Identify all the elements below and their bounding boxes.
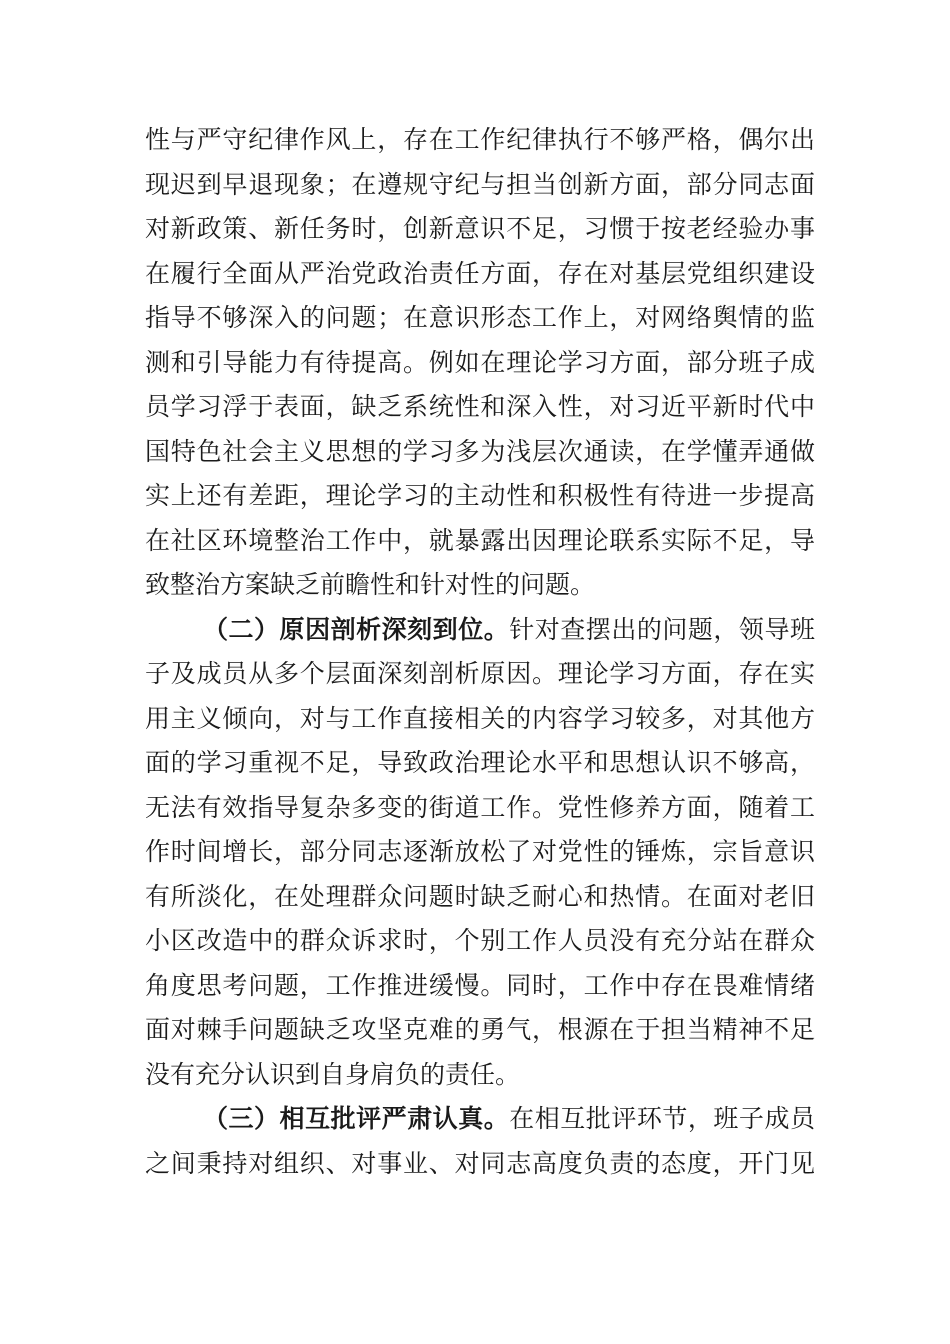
text-line: 员学习浮于表面，缺乏系统性和深入性，对习近平新时代中	[145, 392, 815, 421]
text-line: 之间秉持对组织、对事业、对同志高度负责的态度，开门见	[145, 1148, 815, 1178]
text-line: 面的学习重视不足，导致政治理论水平和思想认识不够高，	[145, 748, 815, 777]
document-body	[145, 118, 815, 1186]
text-line: 有所淡化，在处理群众问题时缺乏耐心和热情。在面对老旧	[145, 881, 815, 911]
section-heading: （三）相互批评严肃认真。	[203, 1104, 510, 1133]
text-line: 面对棘手问题缺乏攻坚克难的勇气，根源在于担当精神不足	[145, 1015, 815, 1044]
text-line: 现迟到早退现象；在遵规守纪与担当创新方面，部分同志面	[145, 169, 815, 199]
paragraph-1	[145, 118, 815, 608]
text-line: 小区改造中的群众诉求时，个别工作人员没有充分站在群众	[145, 926, 815, 955]
text-line: 在履行全面从严治党政治责任方面，存在对基层党组织建设	[145, 258, 815, 288]
text-run: 针对查摆出的问题，领导班	[509, 614, 815, 644]
text-line: 用主义倾向，对与工作直接相关的内容学习较多，对其他方	[145, 703, 815, 733]
text-line: 指导不够深入的问题；在意识形态工作上，对网络舆情的监	[145, 303, 815, 332]
text-line: 测和引导能力有待提高。例如在理论学习方面，部分班子成	[145, 347, 815, 377]
text-line: 无法有效指导复杂多变的街道工作。党性修养方面，随着工	[145, 792, 815, 822]
paragraph-first-line	[145, 1097, 815, 1142]
text-line: 性与严守纪律作风上，存在工作纪律执行不够严格，偶尔出	[145, 125, 815, 154]
paragraph-3	[145, 1097, 815, 1186]
text-line: 致整治方案缺乏前瞻性和针对性的问题。	[145, 570, 596, 599]
paragraph-2	[145, 608, 815, 1098]
text-line: 子及成员从多个层面深刻剖析原因。理论学习方面，存在实	[145, 659, 815, 688]
text-line: 没有充分认识到自身肩负的责任。	[145, 1059, 521, 1089]
text-line: 角度思考问题，工作推进缓慢。同时，工作中存在畏难情绪	[145, 970, 815, 1000]
text-line: 作时间增长，部分同志逐渐放松了对党性的锤炼，宗旨意识	[145, 837, 815, 866]
text-line: 国特色社会主义思想的学习多为浅层次通读，在学懂弄通做	[145, 436, 815, 466]
text-line: 对新政策、新任务时，创新意识不足，习惯于按老经验办事	[145, 214, 815, 243]
section-heading: （二）原因剖析深刻到位。	[203, 614, 510, 644]
paragraph-first-line	[145, 608, 815, 653]
text-line: 在社区环境整治工作中，就暴露出因理论联系实际不足，导	[145, 525, 815, 555]
text-line: 实上还有差距，理论学习的主动性和积极性有待进一步提高	[145, 481, 815, 510]
text-run: 在相互批评环节，班子成员	[509, 1104, 815, 1133]
